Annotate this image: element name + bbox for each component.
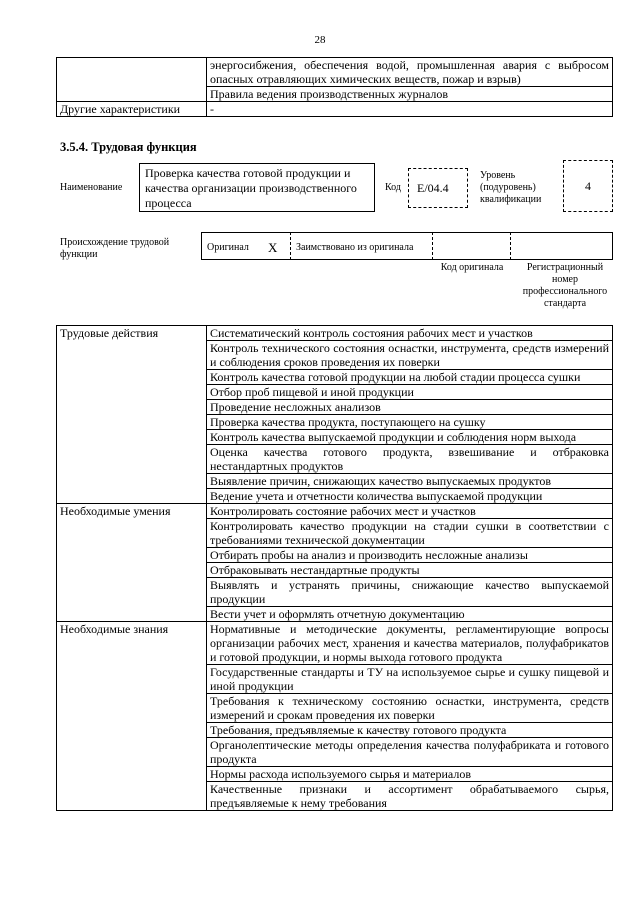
skill-item: Контролировать качество продукции на стадии сушки в соответствии с требованиями технической документации xyxy=(207,519,613,548)
action-item: Контроль качества выпускаемой продукции и соблюдения норм выхода xyxy=(207,430,613,445)
labor-function-table xyxy=(56,325,613,811)
page-number: 28 xyxy=(314,34,326,46)
skill-item: Отбирать пробы на анализ и производить несложные анализы xyxy=(207,548,613,563)
knowledge-item: Требования к техническому состоянию оснастки, инструмента, средств измерений и срокам проведения их поверки xyxy=(207,694,613,723)
skill-item: Контролировать состояние рабочих мест и участков xyxy=(207,504,613,519)
code-original-caption: Код оригинала xyxy=(440,262,504,273)
code-label: Код xyxy=(385,182,401,193)
origin-label: Происхождение трудовой функции xyxy=(60,237,170,260)
skills-label: Необходимые умения xyxy=(57,504,207,622)
skill-item: Отбраковывать нестандартные продукты xyxy=(207,563,613,578)
section-title: 3.5.4. Трудовая функция xyxy=(60,140,197,154)
action-item: Проверка качества продукта, поступающего на сушку xyxy=(207,415,613,430)
knowledge-item: Государственные стандарты и ТУ на используемое сырье и сушку пищевой и иной продукции xyxy=(207,665,613,694)
continuation-text: Правила ведения производственных журналов xyxy=(207,87,613,102)
function-name: Проверка качества готовой продукции и качества организации производственного процесса xyxy=(139,163,375,212)
skill-item: Выявлять и устранять причины, снижающие качество выпускаемой продукции xyxy=(207,578,613,607)
action-item: Выявление причин, снижающих качество выпускаемых продуктов xyxy=(207,474,613,489)
table-row xyxy=(57,58,613,87)
level-label: Уровень (подуровень) квалификации xyxy=(480,170,542,205)
original-mark: X xyxy=(268,240,278,255)
action-item: Систематический контроль состояния рабочих мест и участков xyxy=(207,326,613,341)
continuation-text: энергосибжения, обеспечения водой, промышленная авария с выбросом опасных отравляющих химических веществ, пожар и взрыв) xyxy=(207,58,613,87)
knowledge-item: Качественные признаки и ассортимент обрабатываемого сырья, предъявляемые к нему требования xyxy=(207,782,613,811)
action-item: Контроль технического состояния оснастки, инструмента, средств измерений и соблюдения сроков проведения их поверки xyxy=(207,341,613,370)
qualification-level: 4 xyxy=(563,160,613,212)
action-item: Оценка качества готового продукта, взвешивание и отбраковка нестандартных продуктов xyxy=(207,445,613,474)
actions-label: Трудовые действия xyxy=(57,326,207,504)
table-row xyxy=(57,504,613,519)
knowledge-item: Нормы расхода используемого сырья и материалов xyxy=(207,767,613,782)
knowledge-item: Органолептические методы определения качества полуфабриката и готового продукта xyxy=(207,738,613,767)
continuation-table xyxy=(56,57,613,117)
divider xyxy=(432,232,433,260)
action-item: Проведение несложных анализов xyxy=(207,400,613,415)
table-row xyxy=(57,102,613,117)
name-label: Наименование xyxy=(60,182,123,193)
divider xyxy=(290,232,291,260)
skill-item: Вести учет и оформлять отчетную документацию xyxy=(207,607,613,622)
original-label: Оригинал xyxy=(207,242,249,253)
action-item: Отбор проб пищевой и иной продукции xyxy=(207,385,613,400)
reg-number-caption: Регистрационный номер профессионального стандарта xyxy=(522,262,608,309)
action-item: Ведение учета и отчетности количества выпускаемой продукции xyxy=(207,489,613,504)
function-code: E/04.4 xyxy=(408,168,468,208)
knowledge-item: Нормативные и методические документы, регламентирующие вопросы организации рабочих мест, хранения и качества материалов, полуфабрикатов и готовой продукции, и нормы выхода готового продукта xyxy=(207,622,613,665)
other-characteristics-value: - xyxy=(207,102,613,117)
table-row xyxy=(57,622,613,665)
table-row xyxy=(57,326,613,341)
divider xyxy=(510,232,511,260)
other-characteristics-label: Другие характеристики xyxy=(57,102,207,117)
knowledge-item: Требования, предъявляемые к качеству готового продукта xyxy=(207,723,613,738)
empty-label-cell xyxy=(57,58,207,102)
action-item: Контроль качества готовой продукции на любой стадии процесса сушки xyxy=(207,370,613,385)
knowledge-label: Необходимые знания xyxy=(57,622,207,811)
borrowed-label: Заимствовано из оригинала xyxy=(296,242,414,253)
